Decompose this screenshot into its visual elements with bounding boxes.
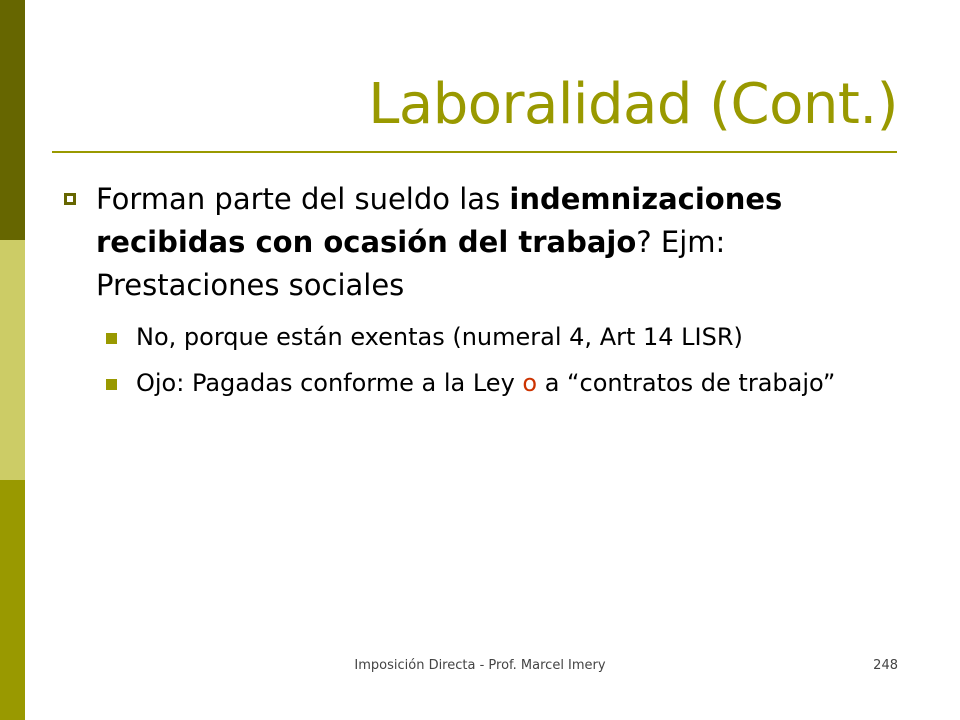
footer-text: Imposición Directa - Prof. Marcel Imery [354, 658, 606, 673]
sub-bullet-2-text-1: Ojo: Pagadas conforme a la Ley [136, 369, 523, 397]
square-bullet-icon [64, 193, 76, 205]
sub-bullet-1-text: No, porque están exentas (numeral 4, Art 14 LISR) [136, 323, 743, 351]
title-divider [52, 151, 897, 153]
sub-bullet-2-red-word: o [522, 369, 538, 397]
slide-title: Laboralidad (Cont.) [368, 72, 898, 137]
slide-content [60, 178, 900, 399]
main-bullet-bold: indemnizaciones recibidas con ocasión del trabajo [96, 182, 783, 259]
main-bullet [60, 178, 900, 307]
sub-bullet-1 [60, 321, 900, 353]
main-bullet-text-2: ? Ejm: Prestaciones sociales [96, 225, 726, 302]
side-bar-middle [0, 240, 25, 480]
filled-square-bullet-icon [106, 379, 117, 390]
sub-bullet-2 [60, 367, 900, 399]
page-number: 248 [873, 658, 898, 673]
side-bar-bottom [0, 480, 25, 720]
filled-square-bullet-icon [106, 333, 117, 344]
main-bullet-text-1: Forman parte del sueldo las [96, 182, 510, 216]
side-bar-top [0, 0, 25, 240]
sub-bullet-2-text-2: a “contratos de trabajo” [537, 369, 836, 397]
